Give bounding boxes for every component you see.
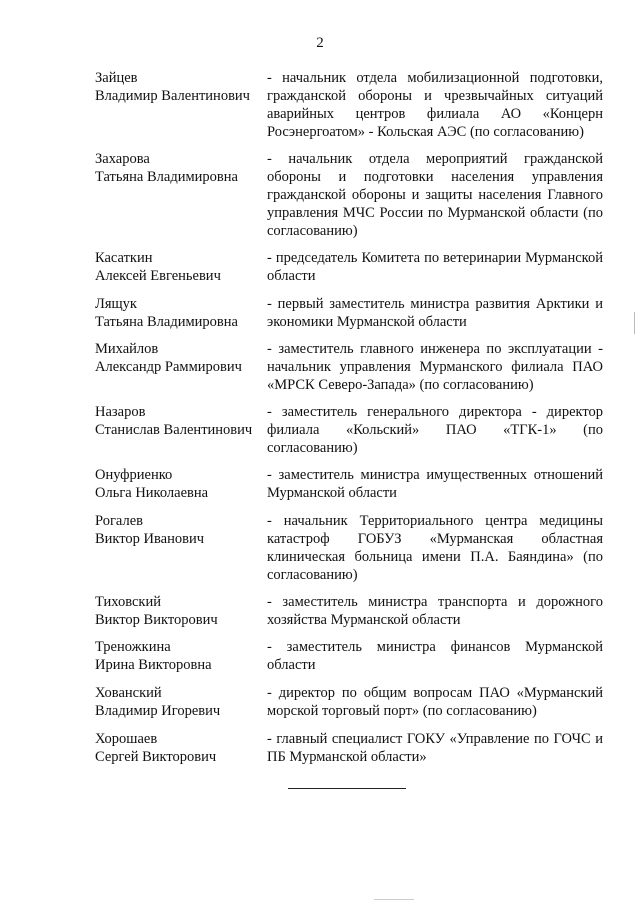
member-given-name: Александр Раммирович (95, 359, 242, 375)
member-role: - заместитель главного инженера по эксплуатации - начальник управления Мурманского филиала ПАО «МРСК Северо-Запада» (по согласованию) (267, 341, 603, 393)
member-surname: Рогалев (95, 513, 143, 529)
member-given-name: Ольга Николаевна (95, 485, 209, 501)
member-given-name: Владимир Игоревич (95, 703, 221, 719)
member-surname: Тиховский (95, 594, 161, 610)
member-surname: Онуфриенко (95, 467, 173, 483)
member-role: - начальник отдела мобилизационной подготовки, гражданской обороны и чрезвычайных ситуаций аварийных центров филиала АО «Концерн Росэнергоатом» - Кольская АЭС (по согласованию) (267, 70, 603, 140)
scan-artifact-mark (374, 899, 414, 900)
member-name (95, 466, 265, 502)
member-surname: Хованский (95, 685, 162, 701)
member-name (95, 730, 265, 766)
member-surname: Треножкина (95, 639, 171, 655)
member-role: - начальник отдела мероприятий гражданской обороны и подготовки населения управления гражданской обороны и защиты населения Главного управления МЧС России по Мурманской области (по согласованию) (267, 151, 603, 239)
member-role: - заместитель министра транспорта и дорожного хозяйства Мурманской области (267, 594, 603, 628)
member-given-name: Ирина Викторовна (95, 657, 212, 673)
member-given-name: Виктор Иванович (95, 531, 205, 547)
member-role: - директор по общим вопросам ПАО «Мурманский морской торговый порт» (по согласованию) (267, 685, 603, 719)
member-name (95, 150, 265, 186)
member-name (95, 340, 265, 376)
member-role: - главный специалист ГОКУ «Управление по ГОЧС и ПБ Мурманской области» (267, 731, 603, 765)
member-role: - заместитель министра имущественных отношений Мурманской области (267, 467, 603, 501)
member-role: - заместитель генерального директора - директор филиала «Кольский» ПАО «ТГК-1» (по согласованию) (267, 404, 603, 456)
member-name (95, 593, 265, 629)
member-given-name: Владимир Валентинович (95, 88, 250, 104)
member-surname: Хорошаев (95, 731, 158, 747)
member-role: - заместитель министра финансов Мурманской области (267, 639, 603, 673)
member-surname: Назаров (95, 404, 146, 420)
member-given-name: Алексей Евгеньевич (95, 268, 221, 284)
member-given-name: Татьяна Владимировна (95, 169, 238, 185)
member-role: - первый заместитель министра развития Арктики и экономики Мурманской области (267, 296, 603, 330)
member-given-name: Сергей Викторович (95, 749, 217, 765)
member-surname: Михайлов (95, 341, 159, 357)
member-given-name: Станислав Валентинович (95, 422, 253, 438)
member-surname: Зайцев (95, 70, 138, 86)
page-number: 2 (316, 35, 324, 51)
member-name (95, 69, 265, 105)
member-name (95, 684, 265, 720)
member-given-name: Виктор Викторович (95, 612, 218, 628)
member-name (95, 249, 265, 285)
closing-divider (288, 788, 406, 789)
member-given-name: Татьяна Владимировна (95, 314, 238, 330)
member-name (95, 512, 265, 548)
member-name (95, 638, 265, 674)
scan-artifact-mark (634, 312, 635, 334)
member-role: - председатель Комитета по ветеринарии Мурманской области (267, 250, 603, 284)
member-name (95, 403, 265, 439)
member-name (95, 295, 265, 331)
member-role: - начальник Территориального центра медицины катастроф ГОБУЗ «Мурманская областная клиническая больница имени П.А. Баяндина» (по согласованию) (267, 513, 603, 583)
member-surname: Захарова (95, 151, 150, 167)
member-surname: Касаткин (95, 250, 153, 266)
member-surname: Лящук (95, 296, 137, 312)
